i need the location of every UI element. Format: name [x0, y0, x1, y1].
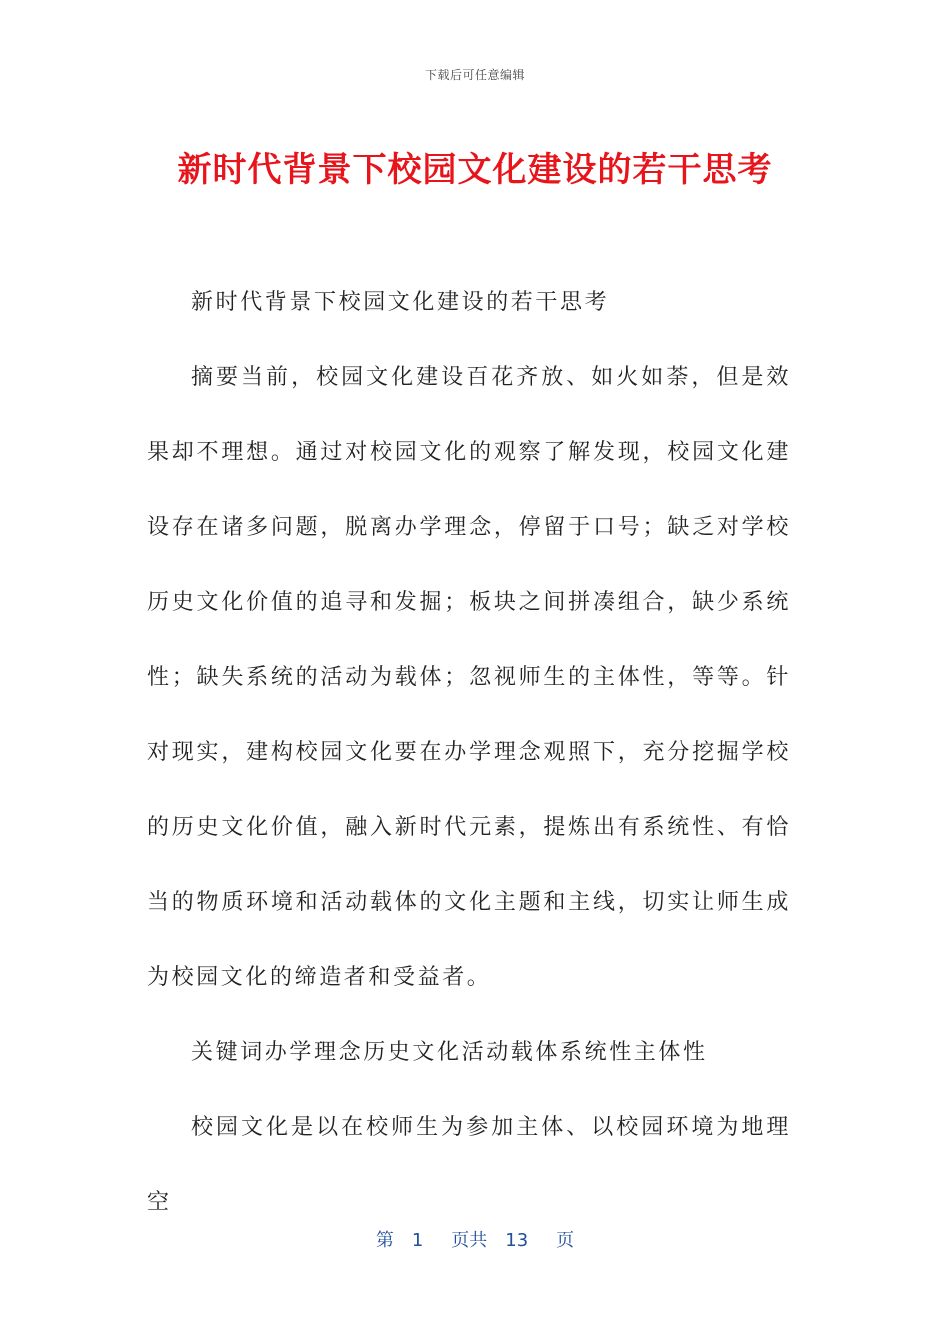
paragraph-abstract: 摘要当前，校园文化建设百花齐放、如火如荼，但是效果却不理想。通过对校园文化的观察了解发现，校园文化建设存在诸多问题，脱离办学理念，停留于口号；缺乏对学校历史文化价值的追寻和发掘；板块之间拼凑组合，缺少系统性；缺失系统的活动为载体；忽视师生的主体性，等等。针对现实，建构校园文化要在办学理念观照下，充分挖掘学校的历史文化价值，融入新时代元素，提炼出有系统性、有恰当的物质环境和活动载体的文化主题和主线，切实让师生成为校园文化的缔造者和受益者。	[147, 365, 791, 990]
footer-middle: 页共	[451, 1230, 488, 1251]
paragraph-keywords: 关键词办学理念历史文化活动载体系统性主体性	[191, 1040, 708, 1065]
paragraph-subtitle: 新时代背景下校园文化建设的若干思考	[191, 290, 610, 315]
page-footer	[0, 1226, 950, 1252]
header-note: 下载后可任意编辑	[424, 68, 525, 82]
footer-page-number: 1	[411, 1230, 424, 1251]
paragraph-body-start: 校园文化是以在校师生为参加主体、以校园环境为地理空	[147, 1115, 791, 1215]
footer-suffix: 页	[556, 1230, 575, 1251]
document-title: 新时代背景下校园文化建设的若干思考	[177, 150, 773, 190]
footer-prefix: 第	[375, 1230, 394, 1251]
document-body	[147, 265, 791, 1240]
footer-total-pages: 13	[505, 1230, 529, 1251]
